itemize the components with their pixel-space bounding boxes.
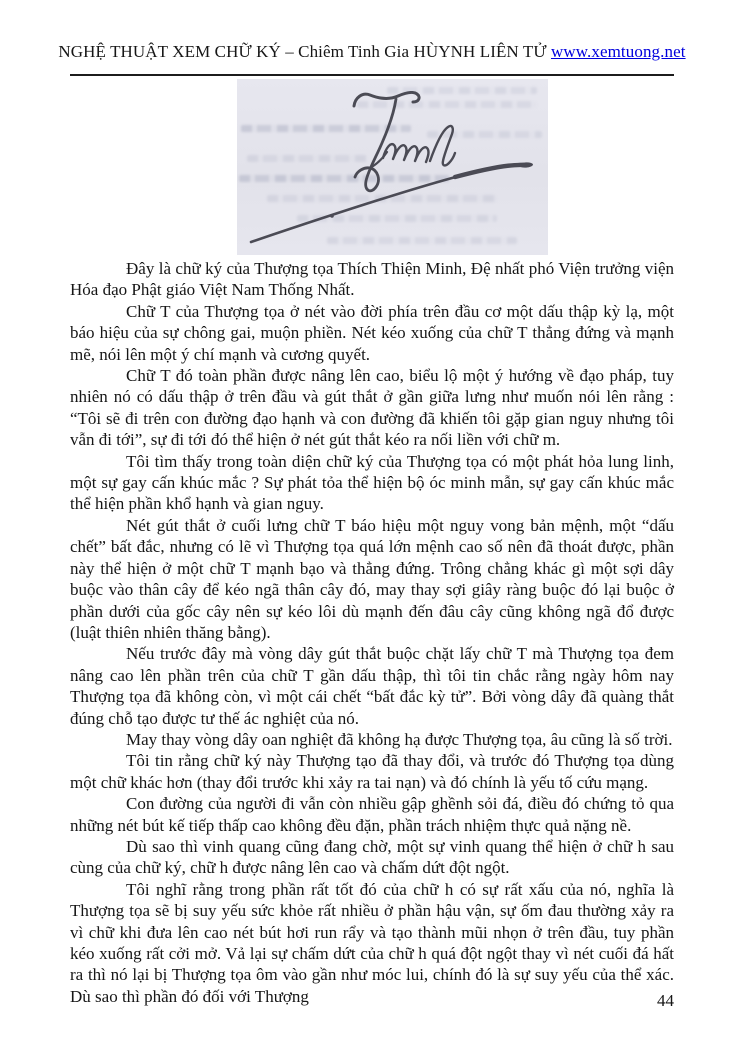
header-title: NGHỆ THUẬT XEM CHỮ KÝ – Chiêm Tinh Gia HÙYNH LIÊN TỬ <box>58 42 551 61</box>
paragraph: Tôi tìm thấy trong toàn diện chữ ký của Thượng tọa có một phát hỏa lung linh, một sự gay cấn khúc mắc ? Sự phát tỏa thể hiện bộ óc minh mẫn, sự gay cấn khúc mắc thể hiện phần khổ hạnh và gian nguy. <box>70 451 674 514</box>
paragraph: Đây là chữ ký của Thượng tọa Thích Thiện Minh, Đệ nhất phó Viện trưởng viện Hóa đạo Phật giáo Việt Nam Thống Nhất. <box>70 259 674 300</box>
header-link[interactable]: www.xemtuong.net <box>550 42 686 61</box>
paragraph: Tôi nghĩ rằng trong phần rất tốt đó của chữ h có sự rất xấu của nó, nghĩa là Thượng tọa sẽ bị suy yếu sức khỏe rất nhiều ở phần hậu vận, sự ốm đau thường xảy ra vì chữ khi đưa lên cao nét bút hơi run rẩy và tạo thành mũi nhọn ở trên đầu, tuy phần kéo xuống rất cởi mở. Vả lại sự chấm dứt của chữ h quá đột ngột thay vì nét cuối đá hất ra thì nó lại bị Thượng tọa ôm vào gần như móc lui, chính đó là sự suy yếu của thể xác. Dù sao thì phần đó đối với Thượng <box>70 879 674 1006</box>
signature-strokes <box>237 79 548 255</box>
paragraph: Chữ T đó toàn phần được nâng lên cao, biểu lộ một ý hướng về đạo pháp, tuy nhiên nó có dấu thập ở trên đầu và gút thắt ở gần giữa lưng như muốn nói lên rằng : “Tôi sẽ đi trên con đường đạo hạnh và con đường đã khiến tôi gặp gian nguy nhưng tôi vẫn đi tới”, sự đi tới đó thể hiện ở nét gút thắt kéo ra nối liền với chữ m. <box>70 366 674 450</box>
header-divider <box>70 74 674 76</box>
paragraph: May thay vòng dây oan nghiệt đã không hạ được Thượng tọa, âu cũng là số trời. <box>126 729 673 749</box>
signature-image <box>237 79 548 255</box>
paragraph: Nếu trước đây mà vòng dây gút thắt buộc chặt lấy chữ T mà Thượng tọa đem nâng cao lên phần trên của chữ T gần dấu thập, thì tôi tin chắc rằng ngày hôm nay Thượng tọa đã không còn, vì một cái chết “bất đắc kỳ tử”. Bởi vòng dây đã quàng thắt đúng chỗ tạo được tư thế ác nghiệt của nó. <box>70 644 674 728</box>
body-text <box>70 258 674 1007</box>
paragraph: Tôi tin rằng chữ ký này Thượng tạo đã thay đổi, và trước đó Thượng tọa dùng một chữ khác hơn (thay đổi trước khi xảy ra tai nạn) và đó chính là yếu tố cứu mạng. <box>70 751 674 792</box>
paragraph: Chữ T của Thượng tọa ở nét vào đời phía trên đầu cơ một dấu thập kỳ lạ, một báo hiệu của sự chông gai, muộn phiền. Nét kéo xuống của chữ T thẳng đứng và mạnh mẽ, nói lên một ý chí mạnh và cương quyết. <box>70 301 674 364</box>
page-header <box>0 42 744 62</box>
paragraph: Nét gút thắt ở cuối lưng chữ T báo hiệu một nguy vong bản mệnh, một “dấu chết” bất đắc, nhưng có lẽ vì Thượng tọa quá lớn mệnh cao số nên đã thoát được, phần này thể hiện ở một chữ T mạnh bạo và thẳng đứng. Trông chẳng khác gì một sợi dây buộc vào thân cây để kéo ngã thân cây đó, may thay sợi giây ràng buộc đó lại buộc ở phần dưới của gốc cây nên sự kéo lôi dù mạnh đến đâu cây cũng không ngã đổ được (luật thiên nhiên thăng bằng). <box>70 515 674 642</box>
paragraph: Dù sao thì vinh quang cũng đang chờ, một sự vinh quang thể hiện ở chữ h sau cùng của chữ ký, chữ h được nâng lên cao và chấm dứt đột ngột. <box>70 836 674 878</box>
page-number: 44 <box>657 991 674 1010</box>
paragraph: Con đường của người đi vẫn còn nhiều gập ghềnh sỏi đá, điều đó chứng tỏ qua những nét bút kế tiếp thấp cao không đều đặn, phần trách nhiệm thực quả nặng nề. <box>70 794 674 835</box>
